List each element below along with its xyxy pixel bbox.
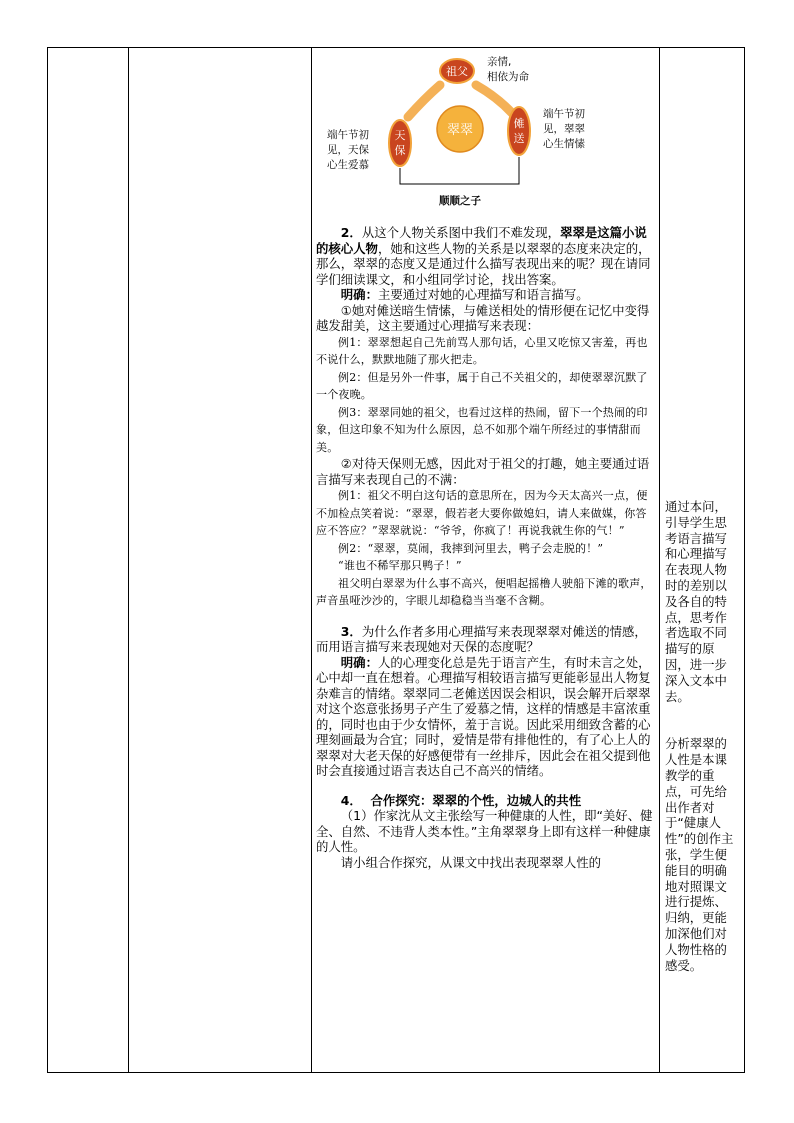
cuicui-node xyxy=(437,106,483,152)
question-2-key-point: 翠翠是这篇小说的核心人物 xyxy=(316,225,647,256)
shunshun-sons-label: 顺顺之子 xyxy=(439,195,481,207)
question-4 xyxy=(316,793,654,809)
nuosong-note-line1: 端午节初 xyxy=(543,108,585,120)
example-6: “谁也不稀罕那只鸭子！” xyxy=(338,559,462,572)
tianbao-note-line1: 端午节初 xyxy=(327,129,369,141)
answer-3-text: 人的心理变化总是先于语言产生，有时未言之处，心中却一直在想着。心理描写相较语言描写更能彰显出人物复杂难言的情绪。翠翠同二老傩送因误会相识，误会解开后翠翠对这个恣意张扬男子产生了爱慕之情，这样的情感是丰富浓重的，同时也由于少女情怀，羞于言说。因此采用细致含蓄的心理刻画最为合宜；同时，爱情是带有排他性的，有了心上人的翠翠对大老天保的好感便带有一丝排斥，因此会在祖父提到他时会直接通过语言表达自己不高兴的情绪。 xyxy=(316,654,651,778)
tianbao-label-1: 天 xyxy=(394,129,406,142)
grandfather-note-line2: 相依为命 xyxy=(487,71,529,83)
answer-2-text: 主要通过对她的心理描写和语言描写。 xyxy=(377,287,589,302)
lesson-body xyxy=(316,225,654,870)
grandfather-label: 祖父 xyxy=(446,65,468,78)
column-divider xyxy=(128,47,129,1073)
tianbao-note-line3: 心生爱慕 xyxy=(327,159,369,171)
nuosong-label-1: 傩 xyxy=(513,117,525,130)
question-3-text: 为什么作者多用心理描写来表现翠翠对傩送的情感，而用语言描写来表现她对天保的态度呢？ xyxy=(316,623,647,654)
nuosong-label-2: 送 xyxy=(513,132,525,145)
design-intent-cell xyxy=(665,499,739,973)
teaching-content-cell xyxy=(312,47,658,1073)
question-2-text-a: 从这个人物关系图中我们不难发现， xyxy=(361,225,561,240)
column-divider xyxy=(659,47,660,1073)
question-4-task: 请小组合作探究，从课文中找出表现翠翠人性的 xyxy=(340,854,601,870)
example-7: 祖父明白翠翠为什么事不高兴，便唱起摇橹人驶船下滩的歌声，声音虽哑沙沙的，字眼儿却稳稳当当毫不含糊。 xyxy=(316,576,652,607)
answer-label: 明确： xyxy=(340,287,378,302)
grandfather-node xyxy=(440,59,474,83)
example-1: 例1：翠翠想起自己先前骂人那句话，心里又吃惊又害羞，再也不说什么，默默地随了那火把走。 xyxy=(316,335,648,366)
nuosong-note-line3: 心生情愫 xyxy=(543,138,585,150)
example-4: 例1：祖父不明白这句话的意思所在，因为今天太高兴一点，便不加检点笑着说：“翠翠，假若老大要你做媳妇，请人来做媒，你答应不答应？”翠翠就说：“爷爷，你疯了！再说我就生你的气！” xyxy=(316,489,648,537)
question-2-text-b: ，她和这些人物的关系是以翠翠的态度来决定的，那么，翠翠的态度又是通过什么描写表现出来的呢？现在请同学们细读课文，和小组同学讨论，找出答案。 xyxy=(316,240,651,287)
nuosong-note-line2: 见，翠翠 xyxy=(543,123,585,135)
arrow-left xyxy=(408,85,440,117)
character-relationship-diagram xyxy=(312,47,658,217)
grandfather-note-line1: 亲情, xyxy=(487,56,512,68)
question-4-title: 合作探究：翠翠的个性，边城人的共性 xyxy=(370,792,582,808)
question-4-part-1: （1）作家沈从文主张绘写一种健康的人性，即“美好、健全、自然、不违背人类本性。”主角翠翠身上即有这样一种健康的人性。 xyxy=(316,808,653,854)
example-2: 例2：但是另外一件事，属于自己不关祖父的，却使翠翠沉默了一个夜晚。 xyxy=(316,370,648,401)
question-3-number: 3． xyxy=(340,623,362,639)
question-4-number: 4． xyxy=(340,792,362,808)
question-2-number: 2． xyxy=(340,225,362,240)
point-1: ①她对傩送暗生情愫，与傩送相处的情形便在记忆中变得越发甜美，这主要通过心理描写来表现： xyxy=(316,302,650,333)
sibling-bracket xyxy=(400,157,519,184)
tianbao-note-line2: 见，天保 xyxy=(327,144,369,156)
design-note-2: 分析翠翠的人性是本课教学的重点，可先给出作者对于“健康人性”的创作主张，学生便能目的明确地对照课文进行提炼、归纳，更能加深他们对人物性格的感受。 xyxy=(665,736,734,973)
tianbao-node xyxy=(389,120,411,166)
cuicui-label: 翠翠 xyxy=(446,123,474,138)
question-3 xyxy=(316,624,654,655)
answer-3 xyxy=(316,655,654,779)
arrow-right xyxy=(476,85,512,113)
design-note-1: 通过本问，引导学生思考语言描写和心理描写在表现人物时的差别以及各自的特点，思考作者选取不同描写的原因，进一步深入文本中去。 xyxy=(665,499,727,704)
answer-label: 明确： xyxy=(340,654,378,670)
tianbao-label-2: 保 xyxy=(394,144,406,157)
example-5: 例2：“翠翠，莫闹，我摔到河里去，鸭子会走脱的！” xyxy=(338,541,604,555)
answer-2 xyxy=(316,287,654,303)
point-2: ②对待天保则无感，因此对于祖父的打趣，她主要通过语言描写来表现自己的不满： xyxy=(316,456,650,487)
question-2 xyxy=(316,225,654,287)
example-3: 例3：翠翠同她的祖父，也看过这样的热闹，留下一个热闹的印象，但这印象不知为什么原因，总不如那个端午所经过的事情甜而美。 xyxy=(316,405,648,454)
nuosong-node xyxy=(508,107,530,155)
